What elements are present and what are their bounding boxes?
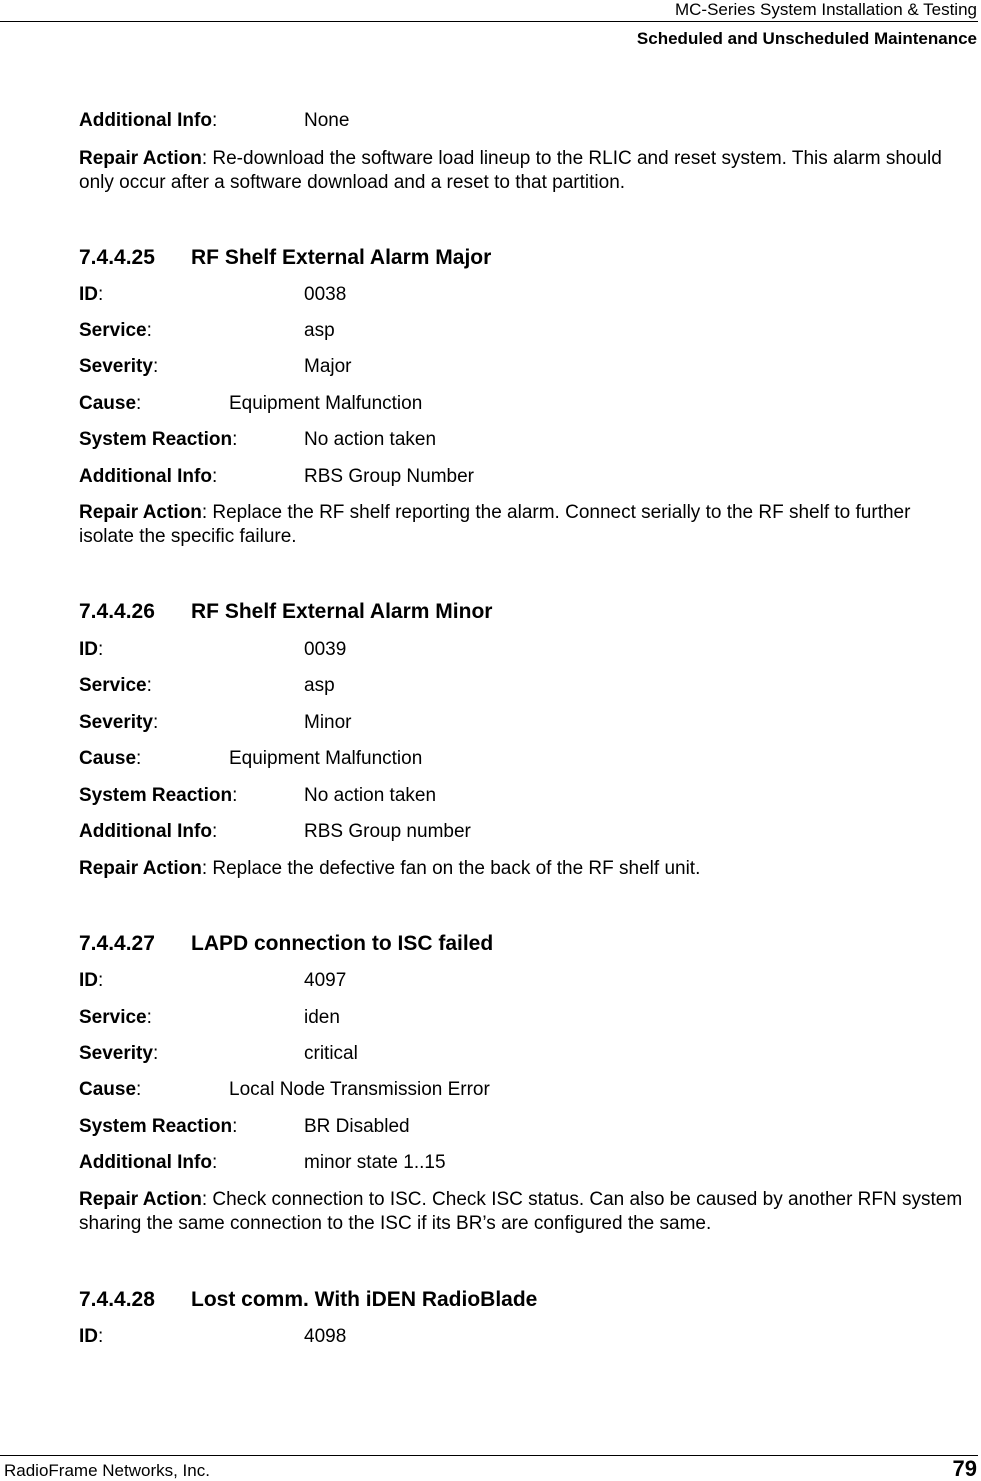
section-heading-7-4-4-28: 7.4.4.28 Lost comm. With iDEN RadioBlade — [79, 1288, 538, 1311]
running-header-doc-title: MC-Series System Installation & Testing — [674, 0, 977, 19]
intro-repair-action: Repair Action: Re-download the software load lineup to the RLIC and reset system. This alarm should only occur after a software download and a reset to that partition. — [79, 148, 942, 193]
alarm-service: Service: iden — [79, 1007, 340, 1028]
alarm-repair-action: Repair Action: Check connection to ISC. Check ISC status. Can also be caused by another RFN system sharing the same connection to the ISC if its BR’s are configured the same. — [79, 1189, 963, 1234]
running-header-section-title: Scheduled and Unscheduled Maintenance — [636, 29, 977, 48]
alarm-system-reaction: System Reaction: BR Disabled — [79, 1116, 410, 1137]
alarm-additional-info: Additional Info: RBS Group Number — [79, 466, 475, 487]
footer-company: RadioFrame Networks, Inc. — [4, 1461, 210, 1480]
alarm-system-reaction: System Reaction: No action taken — [79, 785, 437, 806]
footer-rule — [0, 1455, 978, 1456]
alarm-severity: Severity: critical — [79, 1043, 358, 1064]
alarm-id: ID: 4098 — [79, 1326, 347, 1347]
alarm-cause: Cause: Equipment Malfunction — [79, 748, 423, 769]
alarm-cause: Cause: Local Node Transmission Error — [79, 1079, 490, 1100]
alarm-service: Service: asp — [79, 675, 335, 696]
page-number: 79 — [952, 1456, 977, 1481]
header-rule — [0, 21, 978, 22]
section-heading-7-4-4-26: 7.4.4.26 RF Shelf External Alarm Minor — [79, 600, 493, 623]
alarm-id: ID: 0039 — [79, 639, 347, 660]
section-heading-7-4-4-27: 7.4.4.27 LAPD connection to ISC failed — [79, 932, 494, 955]
alarm-severity: Severity: Major — [79, 356, 352, 377]
alarm-severity: Severity: Minor — [79, 712, 352, 733]
alarm-system-reaction: System Reaction: No action taken — [79, 429, 437, 450]
alarm-id: ID: 0038 — [79, 284, 347, 305]
alarm-id: ID: 4097 — [79, 970, 347, 991]
alarm-service: Service: asp — [79, 320, 335, 341]
alarm-repair-action: Repair Action: Replace the defective fan on the back of the RF shelf unit. — [79, 858, 701, 879]
alarm-repair-action: Repair Action: Replace the RF shelf reporting the alarm. Connect serially to the RF shelf to further isolate the specific failure. — [79, 502, 911, 547]
alarm-cause: Cause: Equipment Malfunction — [79, 393, 423, 414]
section-heading-7-4-4-25: 7.4.4.25 RF Shelf External Alarm Major — [79, 246, 492, 269]
intro-additional-info: Additional Info: None — [79, 110, 350, 131]
alarm-additional-info: Additional Info: minor state 1..15 — [79, 1152, 446, 1173]
alarm-additional-info: Additional Info: RBS Group number — [79, 821, 471, 842]
